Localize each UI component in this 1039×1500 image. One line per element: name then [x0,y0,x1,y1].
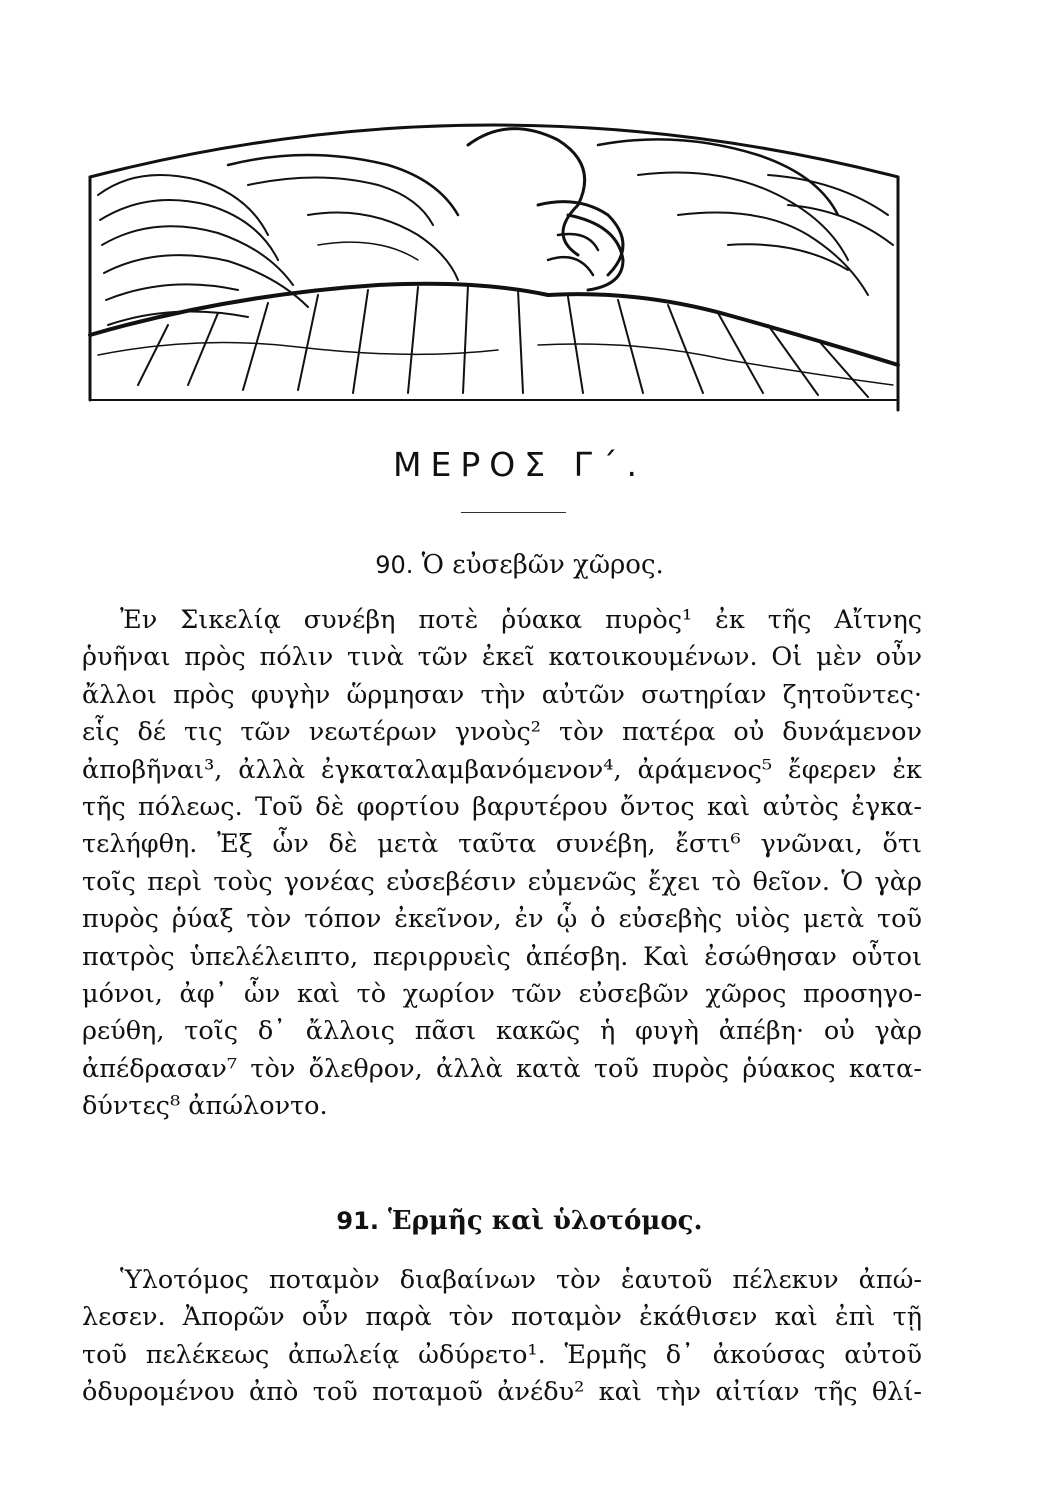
text-line: λεσεν. Ἀπορῶν οὖν παρὰ τὸν ποταμὸν ἐκάθισεν καὶ ἐπὶ τῇ [82,1302,922,1333]
text-line: εἷς δέ τις τῶν νεωτέρων γνοὺς² τὸν πατέρα οὐ δυνάμενον [82,717,922,748]
text-line: πυρὸς ῥύαξ τὸν τόπον ἐκεῖνον, ἐν ᾧ ὁ εὐσεβὴς υἱὸς μετὰ τοῦ [82,904,922,935]
section-90-heading [0,550,1039,580]
text-line: ὀδυρομένου ἀπὸ τοῦ ποταμοῦ ἀνέδυ² καὶ τὴν αἰτίαν τῆς θλί- [82,1377,922,1408]
section-91-title: Ἑρμῆς καὶ ὑλοτόμος. [388,1206,703,1236]
section-90-title: Ὁ εὐσεβῶν χῶρος. [421,550,664,580]
text-line: τοῦ πελέκεως ἀπωλείᾳ ὠδύρετο¹. Ἑρμῆς δ᾽ ἀκούσας αὐτοῦ [82,1339,922,1370]
text-line: τῆς πόλεως. Τοῦ δὲ φορτίου βαρυτέρου ὄντος καὶ αὐτὸς ἐγκα- [82,792,922,823]
section-90-body [82,602,922,1126]
section-90-number: 90. [375,551,414,579]
text-line: ἄλλοι πρὸς φυγὴν ὥρμησαν τὴν αὐτῶν σωτηρίαν ζητοῦντες· [82,679,922,710]
text-line: ἀποβῆναι³, ἀλλὰ ἐγκαταλαμβανόμενον⁴, ἀράμενος⁵ ἔφερεν ἐκ [82,754,922,785]
text-line: πατρὸς ὑπελέλειπτο, περιρρυεὶς ἀπέσβη. Καὶ ἐσώθησαν οὗτοι [82,941,922,972]
section-91-heading [0,1206,1039,1236]
text-line: ῥυῆναι πρὸς πόλιν τινὰ τῶν ἐκεῖ κατοικουμένων. Οἱ μὲν οὖν [82,642,922,673]
text-line: τοῖς περὶ τοὺς γονέας εὐσεβέσιν εὐμενῶς ἔχει τὸ θεῖον. Ὁ γὰρ [82,866,922,897]
text-line: ἀπέδρασαν⁷ τὸν ὄλεθρον, ἀλλὰ κατὰ τοῦ πυρὸς ῥύακος κατα- [82,1053,922,1084]
text-line: Ἐν Σικελίᾳ συνέβη ποτὲ ῥύακα πυρὸς¹ ἐκ τῆς Αἴτνης [120,605,922,635]
title-divider [461,512,566,513]
text-line: δύντες⁸ ἀπώλοντο. [82,1091,328,1122]
text-line: Ὑλοτόμος ποταμὸν διαβαίνων τὸν ἑαυτοῦ πέλεκυν ἀπώ- [120,1265,922,1295]
text-line: ρεύθη, τοῖς δ᾽ ἄλλοις πᾶσι κακῶς ἡ φυγὴ ἀπέβη· οὐ γὰρ [82,1016,922,1047]
part-title: ΜΕΡΟΣ Γ΄. [393,445,646,484]
volcano-illustration [78,85,908,415]
section-91-body [82,1262,922,1412]
section-91-number: 91. [336,1207,379,1235]
text-line: τελήφθη. Ἐξ ὧν δὲ μετὰ ταῦτα συνέβη, ἔστι⁶ γνῶναι, ὅτι [82,829,922,860]
text-line: μόνοι, ἀφ᾽ ὧν καὶ τὸ χωρίον τῶν εὐσεβῶν χῶρος προσηγο- [82,979,922,1010]
